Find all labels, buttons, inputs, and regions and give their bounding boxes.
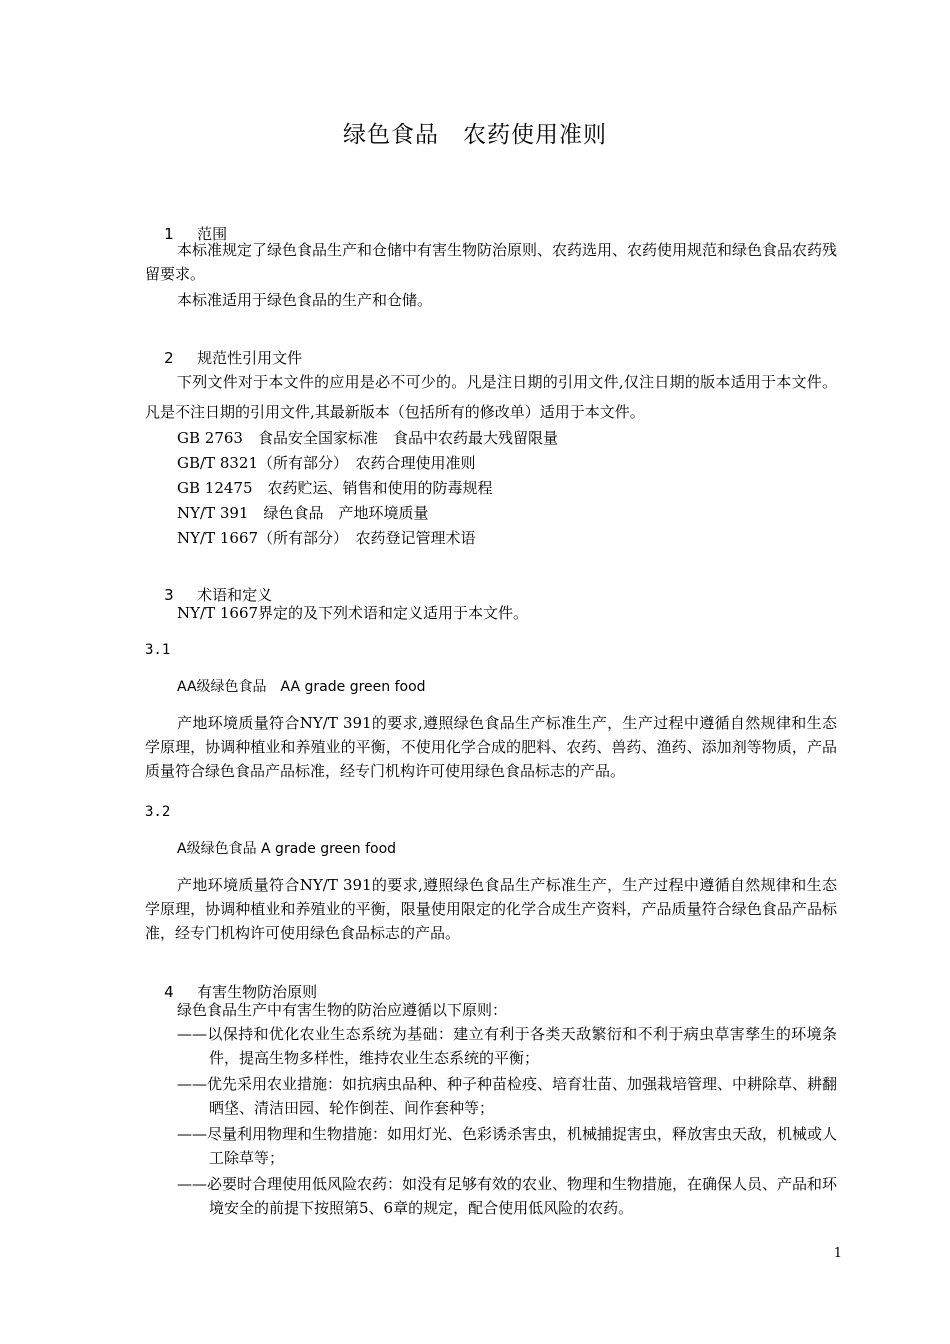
paragraph: 本标准适用于绿色食品的生产和仓储。 [177, 291, 433, 309]
section-title: 范围 [197, 225, 228, 243]
section-number: 4 [164, 983, 174, 1001]
principle-item: ——以保持和优化农业生态系统为基础：建立有利于各类天敌繁衍和不利于病虫草害孳生的环境条件，提高生物多样性，维持农业生态系统的平衡； [177, 1025, 837, 1067]
term-definition: 产地环境质量符合NY/T 391的要求,遵照绿色食品生产标准生产，生产过程中遵循自然规律和生态学原理，协调种植业和养殖业的平衡，限量使用限定的化学合成生产资料，产品质量符合绿色食品产品标准，经专门机构许可使用绿色食品标志的产品。 [145, 876, 837, 942]
reference-item: GB/T 8321（所有部分） 农药合理使用准则 [177, 454, 476, 472]
paragraph: 绿色食品生产中有害生物的防治应遵循以下原则： [177, 1001, 508, 1019]
principle-item: ——优先采用农业措施：如抗病虫品种、种子种苗检疫、培育壮苗、加强栽培管理、中耕除草、耕翻晒垡、清洁田园、轮作倒茬、间作套种等； [177, 1075, 838, 1117]
paragraph: NY/T 1667界定的及下列术语和定义适用于本文件。 [177, 604, 529, 622]
reference-item: GB 12475 农药贮运、销售和使用的防毒规程 [177, 479, 493, 497]
document-title: 绿色食品 农药使用准则 [343, 122, 607, 148]
term-heading: A级绿色食品 A grade green food [177, 841, 397, 857]
section-number: 1 [164, 225, 174, 243]
page-number: 1 [833, 1246, 842, 1261]
term-definition: 产地环境质量符合NY/T 391的要求,遵照绿色食品生产标准生产，生产过程中遵循自然规律和生态学原理，协调种植业和养殖业的平衡，不使用化学合成的肥料、农药、兽药、渔药、添加剂等物质，产品质量符合绿色食品产品标准，经专门机构许可使用绿色食品标志的产品。 [145, 714, 837, 780]
section-title: 有害生物防治原则 [197, 983, 318, 1001]
section-number: 2 [164, 349, 174, 367]
subsection-number: 3.2 [145, 804, 171, 820]
paragraph: 下列文件对于本文件的应用是必不可少的。凡是注日期的引用文件,仅注日期的版本适用于本文件。凡是不注日期的引用文件,其最新版本（包括所有的修改单）适用于本文件。 [145, 373, 837, 421]
principle-item: ——必要时合理使用低风险农药：如没有足够有效的农业、物理和生物措施，在确保人员、产品和环境安全的前提下按照第5、6章的规定，配合使用低风险的农药。 [177, 1175, 838, 1217]
reference-item: NY/T 391 绿色食品 产地环境质量 [177, 504, 429, 522]
section-title: 规范性引用文件 [197, 349, 303, 367]
term-heading: AA级绿色食品 AA grade green food [177, 679, 426, 695]
section-title: 术语和定义 [197, 586, 273, 604]
section-number: 3 [164, 586, 174, 604]
subsection-number: 3.1 [145, 642, 171, 658]
reference-item: NY/T 1667（所有部分） 农药登记管理术语 [177, 529, 476, 547]
paragraph: 本标准规定了绿色食品生产和仓储中有害生物防治原则、农药选用、农药使用规范和绿色食品农药残留要求。 [145, 241, 838, 283]
reference-item: GB 2763 食品安全国家标准 食品中农药最大残留限量 [177, 429, 558, 447]
principle-item: ——尽量利用物理和生物措施：如用灯光、色彩诱杀害虫，机械捕捉害虫，释放害虫天敌，机械或人工除草等； [177, 1125, 838, 1167]
